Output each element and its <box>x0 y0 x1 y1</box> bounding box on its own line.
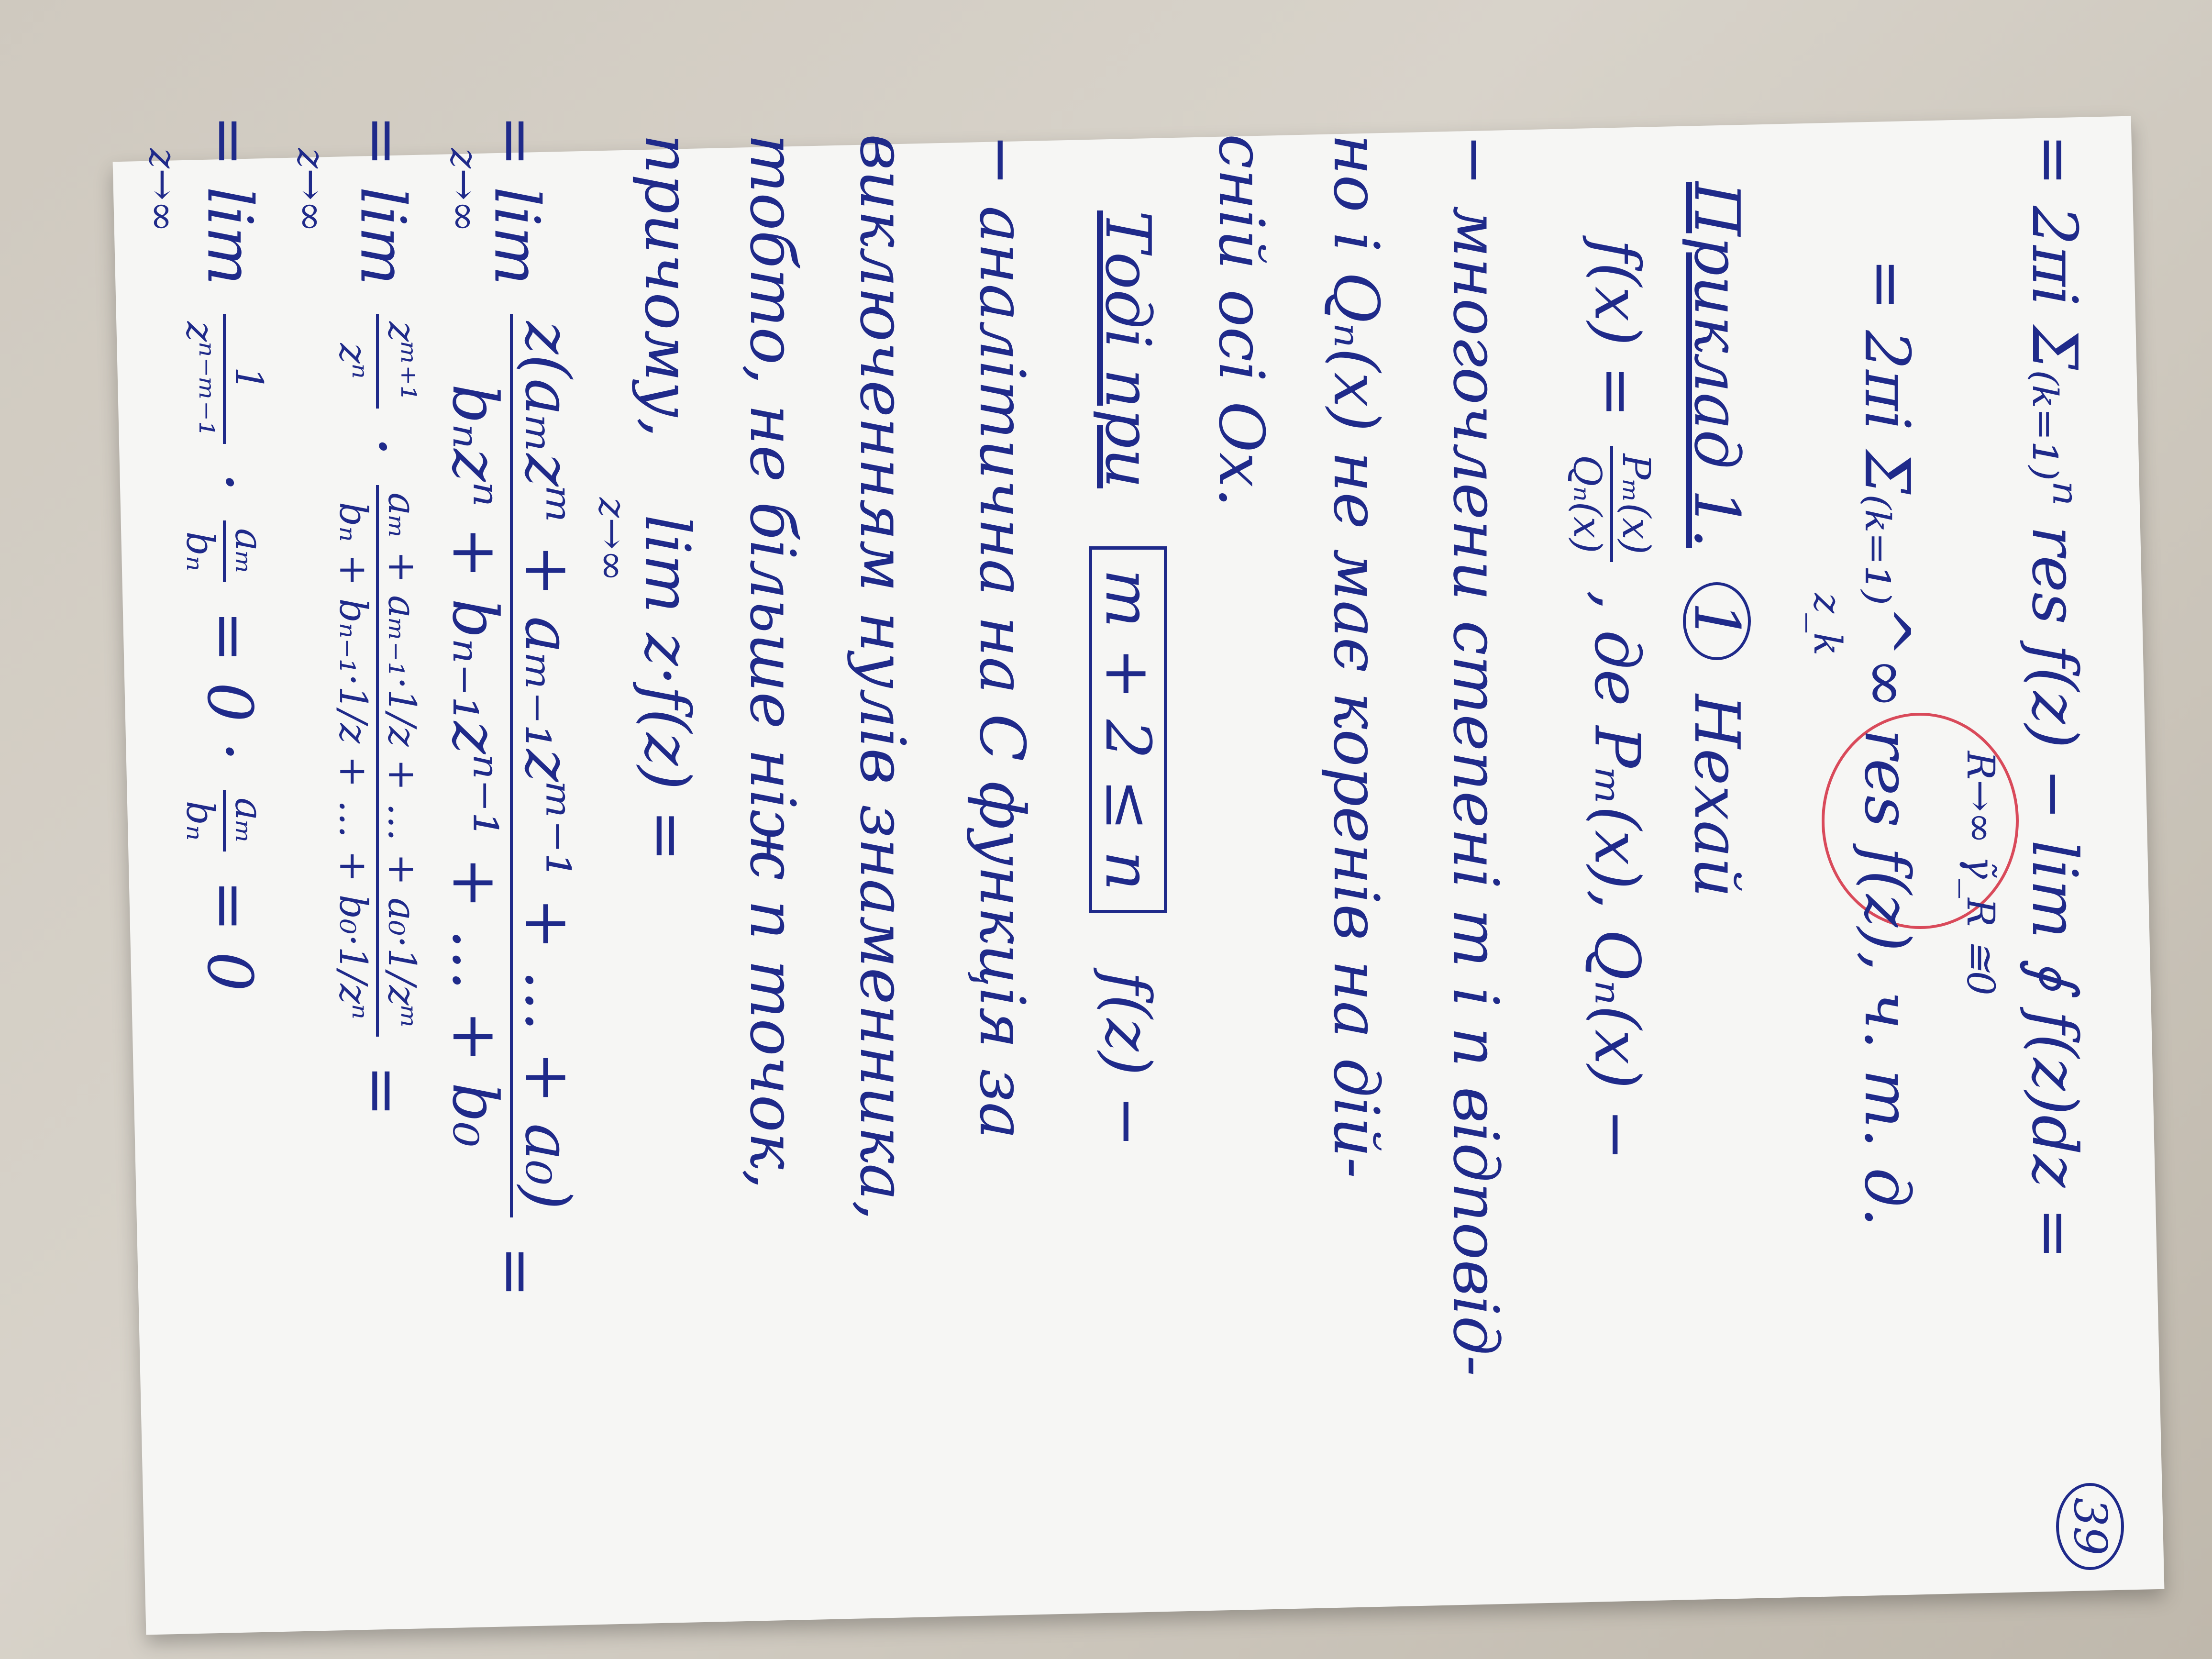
l13-equals: = <box>346 1065 420 1117</box>
l13-f2-numerator: aₘ + aₘ₋₁·1/z + … + a₀·1/zᵐ <box>376 485 421 1037</box>
line-5: но і Qₙ(x) не має коренів на дій- <box>1320 134 1393 1179</box>
line-4: − многочлени степені m і n відповід- <box>1439 134 1512 1377</box>
line-7 <box>1089 210 1167 1148</box>
l14-fraction-3 <box>178 790 271 852</box>
line-14-subscript: z→∞ <box>141 148 185 232</box>
l14-result: = 0 <box>193 880 266 992</box>
l12-denominator: bₙzⁿ + bₙ₋₁zⁿ⁻¹ + … + b₀ <box>439 384 511 1148</box>
line-11-subscript: z→∞ <box>590 498 635 582</box>
example-word: Нехай <box>1681 694 1753 898</box>
line-12-subscript: z→∞ <box>442 148 487 232</box>
f-def-left: f(x) = <box>1581 239 1654 418</box>
line-13-subscript: z→∞ <box>289 148 333 232</box>
l14-f2-numerator: aₘ <box>223 520 268 582</box>
l14-fraction-1 <box>178 314 271 444</box>
line-10: тобто, не більше ніж n точок, <box>736 134 809 1189</box>
l14-f1-numerator: 1 <box>223 314 268 444</box>
l14-fraction-2 <box>178 520 271 582</box>
page-number: 39 <box>2056 1483 2124 1570</box>
line-2-subscripts: z_k <box>1805 593 1850 656</box>
then-phrase: Тоді при <box>1092 210 1164 488</box>
l13-f1-numerator: zᵐ⁺¹ <box>376 314 421 409</box>
l13-f2-denominator: bₙ + bₙ₋₁·1/z + … + b₀·1/zⁿ <box>331 502 376 1019</box>
boxed-condition: m + 2 ≤ n <box>1089 546 1167 913</box>
l14-mid: = 0 · <box>193 610 266 762</box>
line-6: сній осі Ox. <box>1205 134 1278 508</box>
example-title: Приклад 1. <box>1681 182 1753 548</box>
limit-zf: lim z·f(z) = <box>631 514 704 862</box>
l13-fraction-1 <box>331 314 424 409</box>
f-fraction <box>1565 446 1659 562</box>
line-1: = 2πi Σ₍ₖ₌₁₎ⁿ res f(z) − lim ∮ f(z)dz = <box>2018 134 2091 1260</box>
fz-label: f(z) − <box>1092 971 1164 1148</box>
l14-f3-numerator: aₘ <box>223 790 268 852</box>
f-numerator: Pₘ(x) <box>1610 446 1655 562</box>
l12-lim: = lim <box>480 115 553 286</box>
line-14: = lim 1 zⁿ⁻ᵐ⁻¹ · aₘ bₙ = 0 · aₘ bₙ = 0 <box>178 115 271 992</box>
line-8: − аналітична на C функція за <box>966 134 1039 1139</box>
f-denominator: Qₙ(x) <box>1565 454 1610 553</box>
line-1-subscripts: R→∞ γ̃_R ≅0 <box>1958 751 2003 995</box>
l12-numerator: z(aₘzᵐ + aₘ₋₁zᵐ⁻¹ + … + a₀) <box>510 314 579 1217</box>
line-9: виключенням нулів знаменника, <box>846 134 919 1221</box>
l13-lim: = lim <box>346 115 420 286</box>
handwritten-page <box>120 115 2143 1556</box>
f-def-right: , де Pₘ(x), Qₙ(x) − <box>1581 590 1654 1161</box>
example-heading <box>1683 182 1751 897</box>
l12-equals: = <box>480 1245 553 1298</box>
l14-f1-denominator: zⁿ⁻ᵐ⁻¹ <box>178 321 222 437</box>
l14-f2-denominator: bₙ <box>178 531 222 572</box>
example-number: 1 <box>1683 582 1751 660</box>
l13-fraction-2 <box>331 485 424 1037</box>
l14-f3-denominator: bₙ <box>178 800 222 841</box>
line-13: = lim zᵐ⁺¹ zⁿ · aₘ + aₘ₋₁·1/z + … + a₀·1/zᵐ bₙ + bₙ₋₁·1/z + … + b₀·1/zⁿ = <box>331 115 424 1117</box>
f-definition <box>1565 239 1659 1161</box>
l13-f1-denominator: zⁿ <box>331 343 376 379</box>
line-11 <box>631 134 704 862</box>
l12-fraction <box>439 314 584 1217</box>
line-12 <box>439 115 584 1298</box>
l14-lim: = lim <box>193 115 266 286</box>
moreover-word: причому, <box>631 134 704 438</box>
line-2: = 2πi Σ₍ₖ₌₁₎^∞ res f(z), ч. т. д. <box>1851 258 1924 1227</box>
